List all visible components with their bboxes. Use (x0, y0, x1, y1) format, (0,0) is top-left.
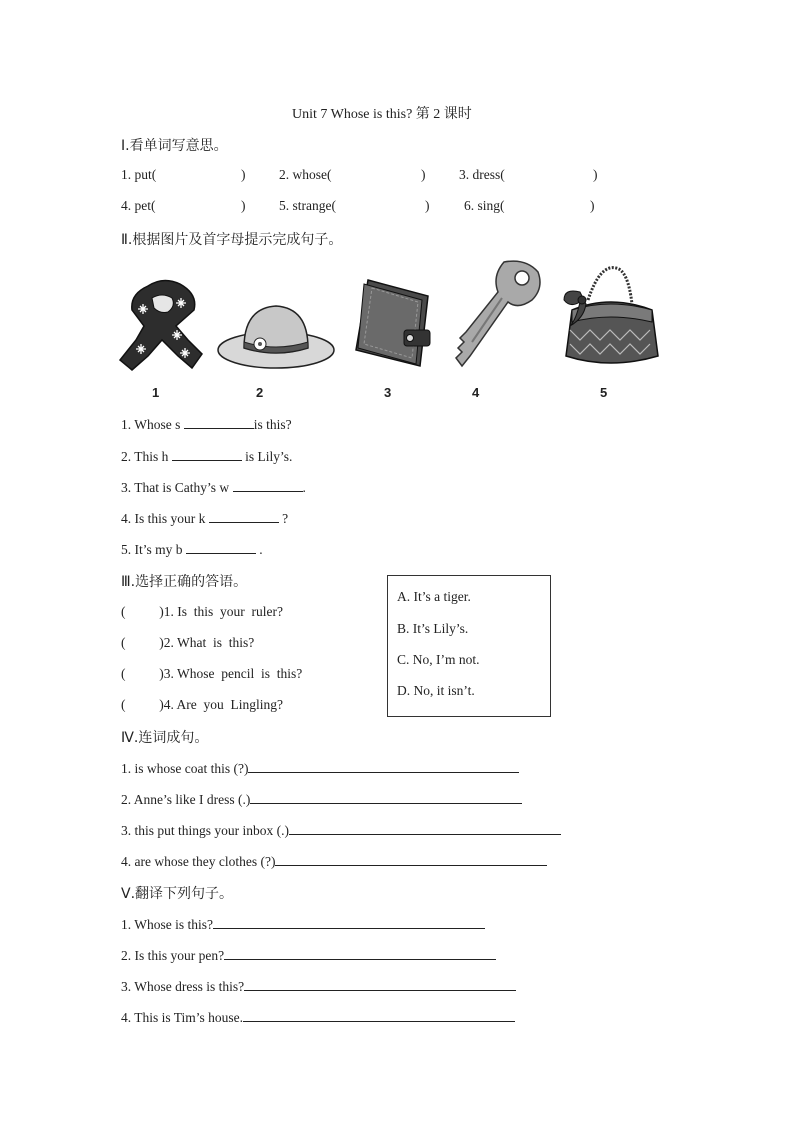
section-2-heading: Ⅱ.根据图片及首字母提示完成句子。 (121, 232, 343, 248)
translate-item-4: 4. This is Tim’s house. (121, 1009, 515, 1026)
picture-number: 5 (600, 385, 608, 400)
translate-item-1: 1. Whose is this? (121, 916, 485, 933)
word-close: ) (590, 198, 595, 213)
translate-item-3: 3. Whose dress is this? (121, 978, 516, 995)
word-close: ) (241, 198, 246, 213)
option-a: A. It’s a tiger. (397, 589, 471, 604)
translate-item-2: 2. Is this your pen? (121, 947, 496, 964)
section-1-heading: Ⅰ.看单词写意思。 (121, 138, 228, 154)
answer-line[interactable] (243, 1009, 515, 1022)
answer-blank[interactable] (172, 448, 242, 461)
picture-number: 2 (256, 385, 264, 400)
option-d: D. No, it isn’t. (397, 683, 475, 698)
picture-number: 4 (472, 385, 480, 400)
answer-line[interactable] (275, 853, 547, 866)
answer-line[interactable] (250, 791, 522, 804)
word-close: ) (425, 198, 430, 213)
answer-blank[interactable] (184, 416, 254, 429)
wallet-icon (350, 276, 436, 370)
word-close: ) (421, 167, 426, 182)
reorder-item-2: 2. Anne’s like I dress (.) (121, 791, 522, 808)
handbag-icon (560, 264, 660, 368)
word-close: ) (241, 167, 246, 182)
word-item-5: 5. strange( (279, 198, 336, 213)
key-icon (452, 258, 544, 370)
reorder-item-3: 3. this put things your inbox (.) (121, 822, 561, 839)
page-title: Unit 7 Whose is this? 第 2 课时 (292, 107, 472, 122)
fill-sentence-2: 2. This h is Lily’s. (121, 449, 293, 464)
question-3: ( )3. Whose pencil is this? (121, 666, 303, 681)
fill-sentence-3: 3. That is Cathy’s w . (121, 480, 306, 495)
option-c: C. No, I’m not. (397, 652, 480, 667)
picture-number: 3 (384, 385, 392, 400)
answer-line[interactable] (244, 978, 516, 991)
section-3-heading: Ⅲ.选择正确的答语。 (121, 574, 248, 590)
question-1: ( )1. Is this your ruler? (121, 604, 283, 619)
answer-blank[interactable] (186, 541, 256, 554)
option-b: B. It’s Lily’s. (397, 621, 469, 636)
question-4: ( )4. Are you Lingling? (121, 697, 283, 712)
hat-icon (216, 302, 338, 372)
answer-blank[interactable] (209, 510, 279, 523)
section-4-heading: Ⅳ.连词成句。 (121, 730, 209, 746)
word-close: ) (593, 167, 598, 182)
reorder-item-4: 4. are whose they clothes (?) (121, 853, 547, 870)
scarf-icon (118, 276, 204, 372)
fill-sentence-1: 1. Whose s is this? (121, 417, 292, 432)
word-item-2: 2. whose( (279, 167, 332, 182)
answer-line[interactable] (224, 947, 496, 960)
word-item-6: 6. sing( (464, 198, 505, 213)
word-item-1: 1. put( (121, 167, 157, 182)
picture-number: 1 (152, 385, 160, 400)
word-item-4: 4. pet( (121, 198, 156, 213)
answer-line[interactable] (289, 822, 561, 835)
fill-sentence-5: 5. It’s my b . (121, 542, 263, 557)
answer-line[interactable] (213, 916, 485, 929)
reorder-item-1: 1. is whose coat this (?) (121, 760, 519, 777)
word-item-3: 3. dress( (459, 167, 505, 182)
answer-blank[interactable] (233, 479, 303, 492)
answer-line[interactable] (248, 760, 519, 773)
section-5-heading: Ⅴ.翻译下列句子。 (121, 886, 234, 902)
fill-sentence-4: 4. Is this your k ? (121, 511, 289, 526)
question-2: ( )2. What is this? (121, 635, 255, 650)
